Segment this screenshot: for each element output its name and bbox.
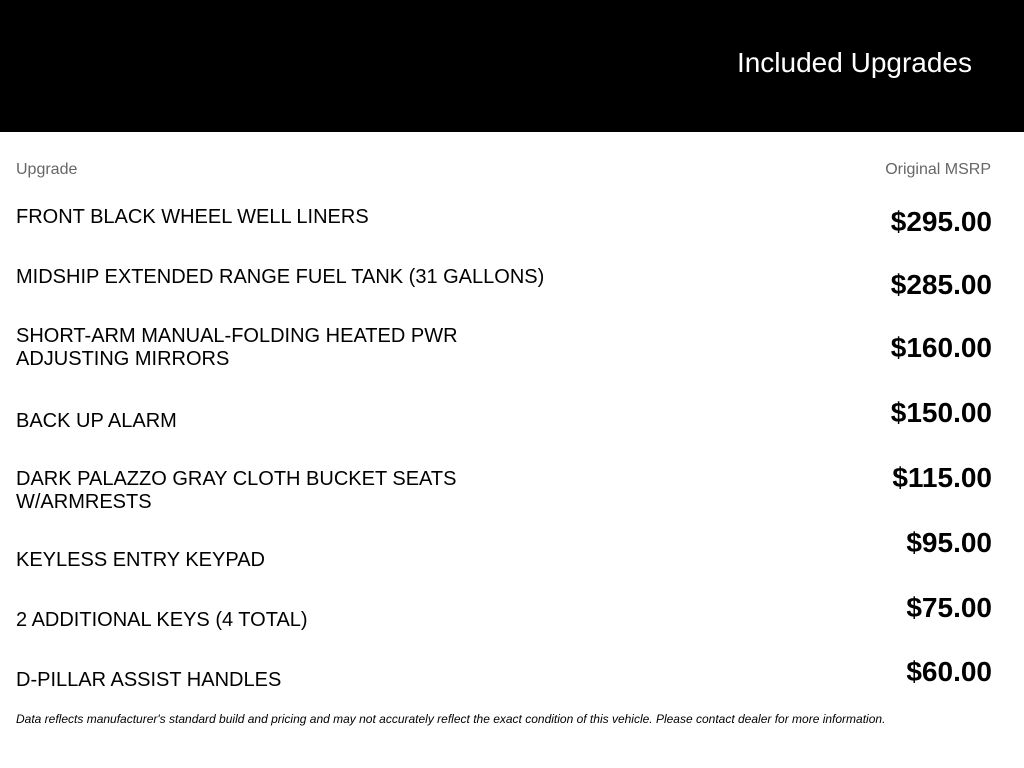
column-header-msrp: Original MSRP [885,161,991,178]
column-header-upgrade: Upgrade [16,161,78,178]
upgrade-name: SHORT-ARM MANUAL-FOLDING HEATED PWR ADJUSTING MIRRORS [16,325,458,370]
upgrade-price: $285.00 [890,269,992,300]
upgrade-name: 2 ADDITIONAL KEYS (4 TOTAL) [16,609,308,631]
upgrade-row [16,525,992,585]
header-banner [0,0,1024,132]
upgrade-row [16,585,992,645]
upgrade-row [16,322,992,382]
upgrade-name: D-PILLAR ASSIST HANDLES [16,669,282,691]
page-title: Included Upgrades [736,47,972,78]
upgrade-row [16,382,992,442]
disclaimer-text: Data reflects manufacturer's standard build and pricing and may not accurately reflect the exact condition of this vehicle. Please contact dealer for more information. [16,712,886,726]
upgrade-name: DARK PALAZZO GRAY CLOTH BUCKET SEATS W/ARMRESTS [16,468,457,513]
upgrade-name: KEYLESS ENTRY KEYPAD [16,549,265,571]
upgrade-price: $75.00 [906,592,992,623]
upgrade-price: $295.00 [890,206,992,237]
upgrade-price: $60.00 [906,656,992,687]
upgrade-name: FRONT BLACK WHEEL WELL LINERS [16,206,369,228]
upgrade-name: MIDSHIP EXTENDED RANGE FUEL TANK (31 GALLONS) [16,266,545,288]
upgrade-row [16,202,992,262]
upgrade-price: $160.00 [890,332,992,363]
upgrade-price: $115.00 [892,462,992,493]
upgrade-row [16,462,992,525]
upgrade-row [16,262,992,322]
upgrade-price: $95.00 [906,527,992,558]
upgrade-price: $150.00 [890,397,992,428]
upgrade-row [16,645,992,705]
upgrade-name: BACK UP ALARM [16,410,177,432]
